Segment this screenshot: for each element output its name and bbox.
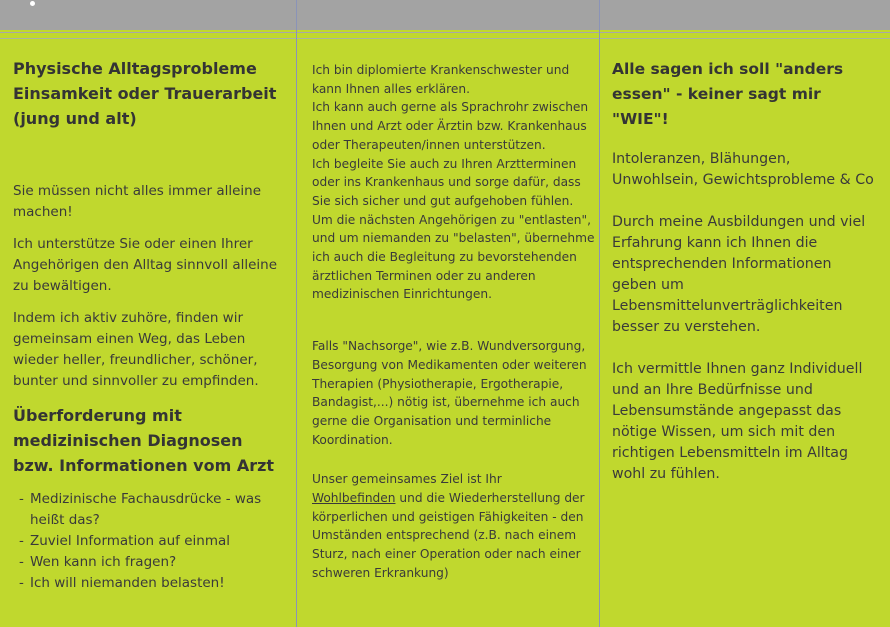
heading-eating: Alle sagen ich soll "anders essen" - keiner sagt mir "WIE"! [612, 60, 844, 128]
heading-medical-diagnoses: Überforderung mit medizinischen Diagnosen bzw. Informationen vom Arzt [13, 406, 275, 475]
list-item: - Wen kann ich fragen? [19, 552, 288, 573]
goal-text: und die Wiederherstellung der körperlichen und geistigen Fähigkeiten - den Umständen entsprechend (z.B. nach einem Sturz, nach einer Operation oder nach einer schweren Erkrankung) [312, 491, 585, 580]
guide-line [0, 32, 890, 33]
panel-middle [312, 61, 597, 583]
list-item: - Ich will niemanden belasten! [19, 573, 288, 594]
panel-left [13, 56, 288, 594]
paragraph: Indem ich aktiv zuhöre, finden wir gemeinsam einen Weg, das Leben wieder heller, freundlicher, schöner, bunter und sinnvoller zu empfinden. [13, 310, 259, 389]
corner-handle[interactable] [30, 1, 35, 6]
paragraph: Ich begleite Sie auch zu Ihren Arztterminen oder ins Krankenhaus und sorge dafür, dass Sie sich sicher und gut aufgehoben fühlen. [312, 156, 581, 208]
goal-text: Unser gemeinsames Ziel ist Ihr [312, 472, 502, 487]
bullet-list [13, 489, 288, 594]
paragraph: Um die nächsten Angehörigen zu "entlasten", und um niemanden zu "belasten", übernehme ich auch die Begleitung zu bevorstehenden ärztlichen Terminen oder zu anderen medizinischen Einrichtungen. [312, 212, 595, 302]
paragraph: Ich kann auch gerne als Sprachrohr zwischen Ihnen und Arzt oder Ärztin bzw. Krankenhaus oder Therapeuten/innen unterstützen. [312, 100, 589, 152]
paragraph: Intoleranzen, Blähungen, Unwohlsein, Gewichtsprobleme & Co [612, 151, 874, 188]
paragraph-goal [312, 470, 597, 582]
paragraph: Falls "Nachsorge", wie z.B. Wundversorgung, Besorgung von Medikamenten oder weiteren Therapien (Physiotherapie, Ergotherapie, Bandagist,...) nötig ist, übernehme ich auch gerne die Organisation und terminliche Koordination. [312, 339, 587, 447]
list-item: - Zuviel Information auf einmal [19, 531, 288, 552]
top-bar [0, 0, 890, 30]
fold-guide-left [296, 0, 297, 627]
goal-underlined-text: Wohlbefinden [312, 491, 396, 506]
paragraph: Ich bin diplomierte Krankenschwester und kann Ihnen alles erklären. [312, 63, 570, 96]
paragraph: Ich unterstütze Sie oder einen Ihrer Angehörigen den Alltag sinnvoll alleine zu bewältigen. [13, 236, 278, 294]
guide-line [0, 38, 890, 39]
paragraph: Durch meine Ausbildungen und viel Erfahrung kann ich Ihnen die entsprechenden Informationen geben um Lebensmittelunverträglichkeiten besser zu verstehen. [612, 214, 866, 335]
paragraph: Sie müssen nicht alles immer alleine machen! [13, 183, 262, 220]
list-item: - Medizinische Fachausdrücke - was heißt das? [19, 489, 288, 531]
panel-right [612, 57, 880, 485]
fold-guide-right [599, 0, 600, 627]
paragraph: Ich vermittle Ihnen ganz Individuell und an Ihre Bedürfnisse und Lebensumstände angepasst das nötige Wissen, um sich mit den richtigen Lebensmitteln im Alltag wohl zu fühlen. [612, 361, 863, 482]
heading-everyday-problems: Physische Alltagsprobleme Einsamkeit oder Trauerarbeit (jung und alt) [13, 59, 277, 128]
